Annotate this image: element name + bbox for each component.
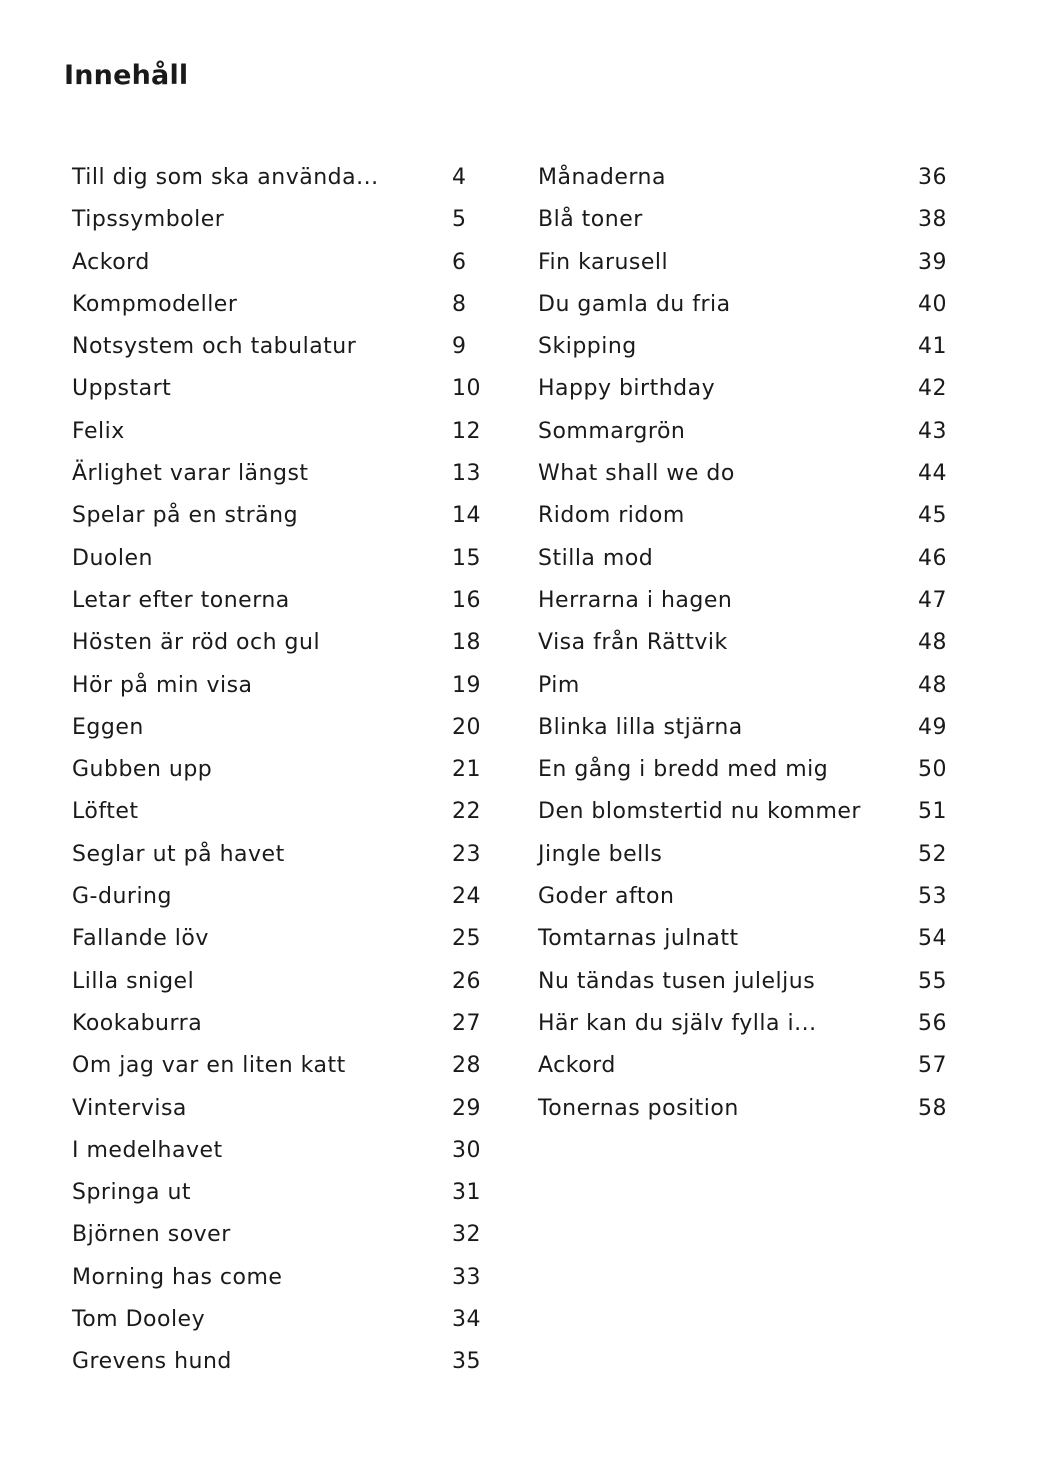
toc-entry-title: Duolen	[72, 545, 153, 571]
page-title: Innehåll	[64, 60, 189, 91]
toc-entry-title: Månaderna	[538, 165, 666, 190]
toc-entry-title: Till dig som ska använda...	[72, 165, 379, 190]
toc-entry-title: Felix	[72, 418, 125, 444]
toc-entry	[72, 199, 492, 241]
toc-entry-title: Gubben upp	[72, 757, 213, 783]
toc-entry-title: Pim	[538, 672, 580, 698]
toc-entry-page-number: 52	[918, 841, 947, 867]
toc-entry-title: Uppstart	[72, 376, 172, 402]
toc-entry-title: Här kan du själv fylla i...	[538, 1010, 817, 1036]
toc-entry	[72, 157, 492, 199]
toc-entry-page-number: 25	[452, 926, 481, 952]
toc-entry-title: Letar efter tonerna	[72, 587, 290, 613]
toc-entry-page-number: 48	[918, 672, 947, 698]
toc-entry	[538, 326, 958, 368]
toc-entry-page-number: 47	[918, 587, 947, 613]
toc-entry-page-number: 18	[452, 630, 481, 656]
toc-entry-page-number: 14	[452, 503, 481, 529]
toc-entry-title: Skipping	[538, 334, 637, 360]
toc-entry	[538, 707, 958, 749]
toc-entry-title: Ackord	[538, 1053, 616, 1079]
toc-entry-title: Visa från Rättvik	[538, 630, 728, 656]
toc-entry-page-number: 24	[452, 884, 481, 910]
toc-entry-page-number: 39	[918, 249, 947, 275]
toc-entry-title: Seglar ut på havet	[72, 841, 285, 867]
toc-entry-page-number: 42	[918, 376, 947, 402]
toc-entry-title: Eggen	[72, 714, 144, 740]
toc-entry	[538, 1088, 958, 1130]
toc-entry	[538, 1045, 958, 1087]
toc-entry-page-number: 58	[918, 1095, 947, 1121]
toc-entry	[538, 284, 958, 326]
toc-entry-title: Fallande löv	[72, 926, 209, 952]
toc-entry	[538, 453, 958, 495]
toc-entry	[538, 876, 958, 918]
toc-entry-page-number: 35	[452, 1349, 481, 1375]
toc-entry-title: Tipssymboler	[72, 207, 225, 233]
toc-entry-title: Kompmodeller	[72, 291, 238, 317]
toc-entry-page-number: 8	[452, 291, 467, 317]
toc-entry-title: Jingle bells	[538, 841, 663, 867]
toc-entry-page-number: 20	[452, 714, 481, 740]
toc-entry-title: Ridom ridom	[538, 503, 685, 529]
toc-entry	[538, 538, 958, 580]
toc-entry	[72, 1172, 492, 1214]
toc-entry-title: Happy birthday	[538, 376, 716, 402]
toc-entry	[72, 368, 492, 410]
toc-entry-page-number: 57	[918, 1053, 947, 1079]
toc-entry-page-number: 53	[918, 884, 947, 910]
toc-entry	[72, 918, 492, 960]
toc-entry-title: Björnen sover	[72, 1222, 231, 1248]
toc-entry-title: Tomtarnas julnatt	[538, 926, 739, 952]
toc-entry-title: Hör på min visa	[72, 672, 253, 698]
toc-entry-title: Ackord	[72, 249, 150, 275]
toc-entry-page-number: 33	[452, 1264, 481, 1290]
toc-entry-page-number: 31	[452, 1180, 481, 1206]
toc-entry-title: I medelhavet	[72, 1137, 223, 1163]
toc-entry	[72, 961, 492, 1003]
toc-entry-page-number: 12	[452, 418, 481, 444]
toc-entry	[538, 791, 958, 833]
toc-entry	[72, 1045, 492, 1087]
toc-entry-page-number: 49	[918, 714, 947, 740]
toc-entry	[72, 707, 492, 749]
toc-entry-title: Grevens hund	[72, 1349, 232, 1375]
toc-entry-title: Notsystem och tabulatur	[72, 334, 357, 360]
toc-entry	[538, 918, 958, 960]
toc-entry-page-number: 44	[918, 461, 947, 487]
toc-entry	[538, 199, 958, 241]
toc-entry-page-number: 56	[918, 1010, 947, 1036]
toc-entry-page-number: 34	[452, 1307, 481, 1333]
toc-entry-title: En gång i bredd med mig	[538, 757, 829, 783]
toc-entry	[72, 284, 492, 326]
toc-entry-title: Stilla mod	[538, 545, 654, 571]
toc-entry	[538, 495, 958, 537]
toc-entry-page-number: 30	[452, 1137, 481, 1163]
toc-entry-page-number: 48	[918, 630, 947, 656]
toc-entry-title: Den blomstertid nu kommer	[538, 799, 861, 825]
toc-entry	[538, 961, 958, 1003]
toc-entry-title: Vintervisa	[72, 1095, 187, 1121]
toc-entry-title: Hösten är röd och gul	[72, 630, 321, 656]
toc-entry	[72, 876, 492, 918]
toc-entry-title: Löftet	[72, 799, 139, 825]
toc-entry-title: Tonernas position	[538, 1095, 739, 1121]
toc-entry-page-number: 23	[452, 841, 481, 867]
toc-entry	[72, 665, 492, 707]
toc-entry-title: Ärlighet varar längst	[72, 461, 309, 487]
toc-entry-page-number: 10	[452, 376, 481, 402]
toc-entry	[72, 242, 492, 284]
toc-entry	[538, 622, 958, 664]
toc-entry-page-number: 26	[452, 968, 481, 994]
toc-entry-title: Springa ut	[72, 1180, 192, 1206]
toc-entry-page-number: 32	[452, 1222, 481, 1248]
toc-entry-title: Goder afton	[538, 884, 675, 910]
toc-entry-title: Om jag var en liten katt	[72, 1053, 346, 1079]
toc-entry-title: Kookaburra	[72, 1010, 203, 1036]
toc-entry-page-number: 36	[918, 165, 947, 190]
toc-entry-title: Blå toner	[538, 207, 643, 233]
toc-entry-page-number: 54	[918, 926, 947, 952]
toc-entry	[72, 1214, 492, 1256]
toc-entry-page-number: 38	[918, 207, 947, 233]
toc-entry-page-number: 16	[452, 587, 481, 613]
toc-entry-title: What shall we do	[538, 461, 735, 487]
toc-entry-page-number: 15	[452, 545, 481, 571]
toc-entry-page-number: 13	[452, 461, 481, 487]
toc-entry-title: G-during	[72, 884, 172, 910]
toc-entry-title: Nu tändas tusen juleljus	[538, 968, 816, 994]
toc-entry	[72, 411, 492, 453]
toc-entry-page-number: 5	[452, 207, 467, 233]
toc-entry	[72, 834, 492, 876]
toc-entry-page-number: 45	[918, 503, 947, 529]
toc-entry	[72, 1257, 492, 1299]
toc-entry-page-number: 9	[452, 334, 467, 360]
toc-entry-title: Du gamla du fria	[538, 291, 731, 317]
toc-entry-page-number: 55	[918, 968, 947, 994]
toc-entry	[538, 368, 958, 410]
toc-entry-page-number: 6	[452, 249, 467, 275]
toc-entry-page-number: 41	[918, 334, 947, 360]
toc-entry	[72, 326, 492, 368]
toc-entry-title: Fin karusell	[538, 249, 669, 275]
toc-entry	[72, 1003, 492, 1045]
toc-entry-page-number: 19	[452, 672, 481, 698]
toc-column-left	[72, 157, 492, 1384]
toc-entry	[72, 580, 492, 622]
toc-entry	[72, 1299, 492, 1341]
toc-entry	[538, 1003, 958, 1045]
toc-entry-page-number: 21	[452, 757, 481, 783]
toc-entry-page-number: 40	[918, 291, 947, 317]
toc-entry-page-number: 46	[918, 545, 947, 571]
toc-entry-title: Spelar på en sträng	[72, 503, 299, 529]
toc-entry-page-number: 51	[918, 799, 947, 825]
toc-entry	[72, 453, 492, 495]
toc-entry-title: Herrarna i hagen	[538, 587, 733, 613]
toc-entry	[538, 665, 958, 707]
toc-entry-page-number: 28	[452, 1053, 481, 1079]
toc-entry-page-number: 27	[452, 1010, 481, 1036]
toc-entry	[538, 749, 958, 791]
toc-entry-page-number: 43	[918, 418, 947, 444]
toc-entry-page-number: 22	[452, 799, 481, 825]
toc-entry-title: Tom Dooley	[72, 1307, 206, 1333]
toc-entry	[538, 157, 958, 199]
toc-entry-title: Blinka lilla stjärna	[538, 714, 743, 740]
toc-entry	[538, 411, 958, 453]
toc-entry	[72, 538, 492, 580]
toc-entry	[72, 495, 492, 537]
toc-entry	[538, 834, 958, 876]
toc-entry	[72, 622, 492, 664]
toc-entry	[72, 1088, 492, 1130]
toc-entry	[72, 749, 492, 791]
toc-entry-page-number: 4	[452, 165, 467, 190]
toc-entry	[72, 1341, 492, 1383]
toc-entry-title: Morning has come	[72, 1264, 283, 1290]
toc-entry-page-number: 50	[918, 757, 947, 783]
toc-entry-title: Lilla snigel	[72, 968, 195, 994]
toc-column-right	[538, 157, 958, 1130]
toc-entry-page-number: 29	[452, 1095, 481, 1121]
toc-entry	[72, 1130, 492, 1172]
toc-entry-title: Sommargrön	[538, 418, 686, 444]
toc-entry	[538, 242, 958, 284]
toc-entry	[538, 580, 958, 622]
toc-entry	[72, 791, 492, 833]
